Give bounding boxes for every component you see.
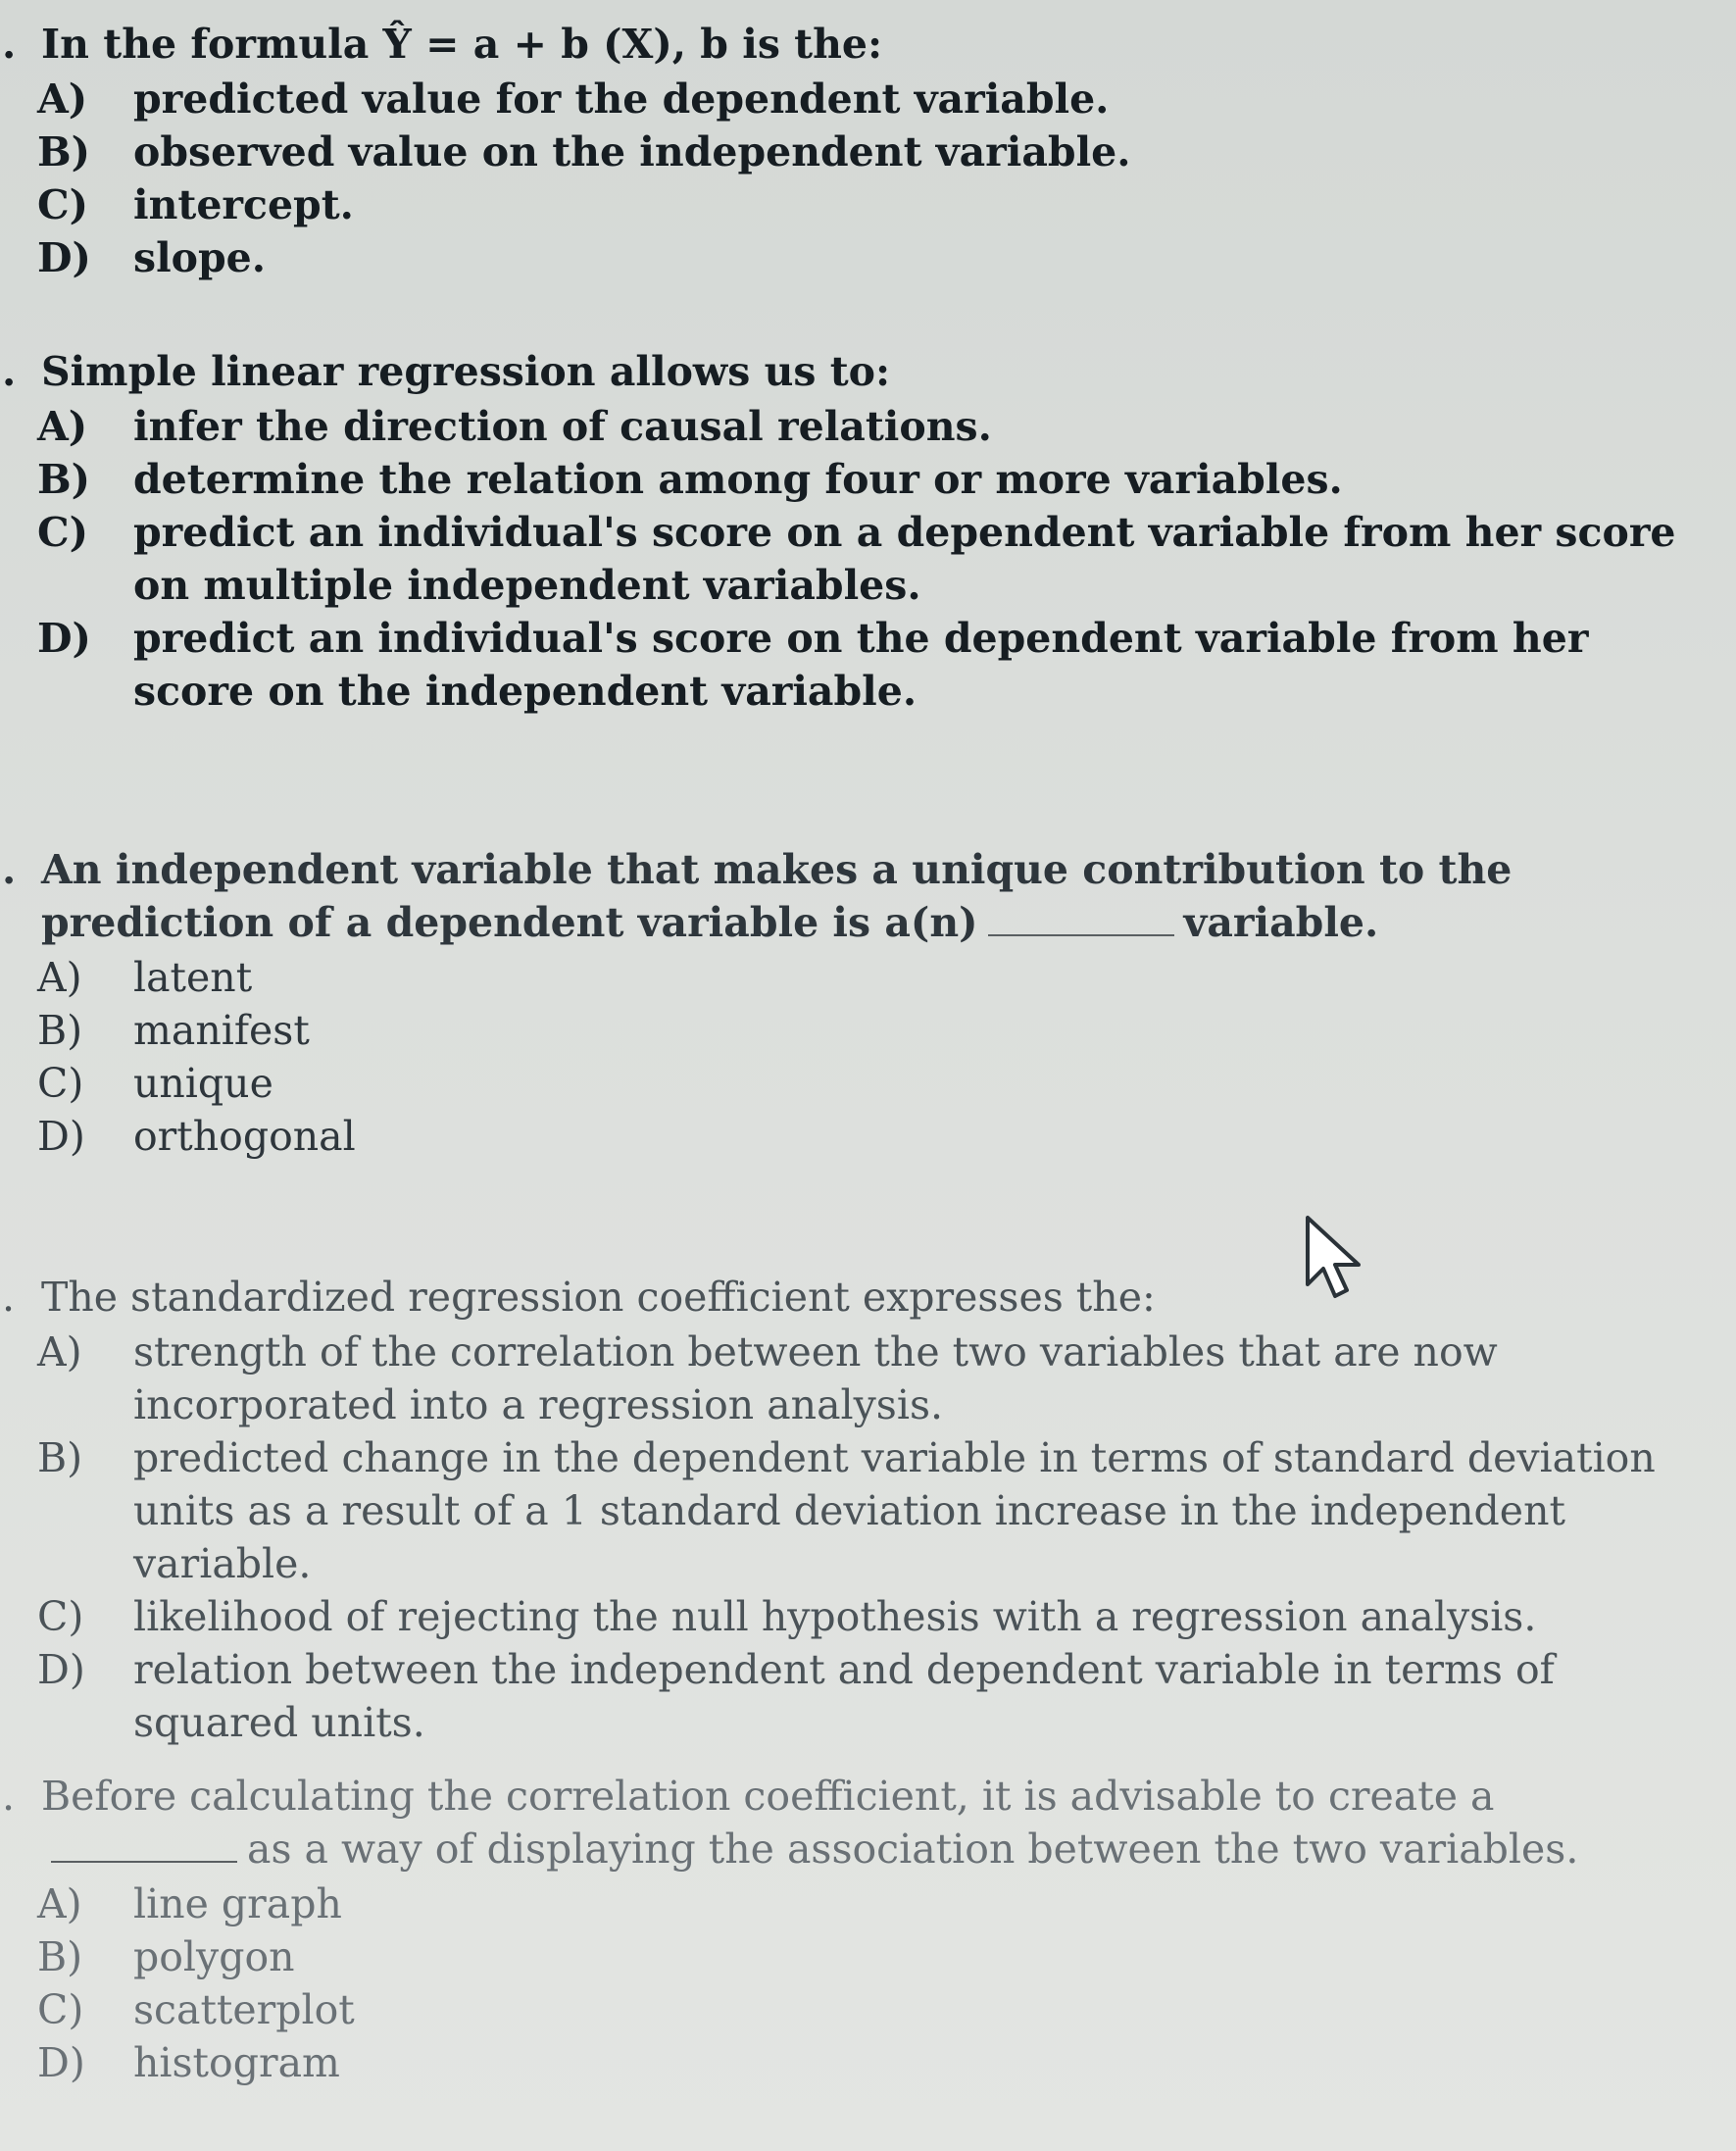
question-5-stem-before: Before calculating the correlation coefficient, it is advisable to create a [41, 1773, 1495, 1820]
question-1-stem [0, 18, 1736, 71]
option-text: unique [133, 1060, 273, 1107]
question-3-stem [0, 843, 1649, 949]
question-4-stem-text: The standardized regression coefficient expresses the: [41, 1274, 1156, 1321]
question-3-options [0, 951, 1736, 1163]
question-2-options [0, 400, 1736, 718]
question-2-option-d[interactable] [0, 612, 1721, 718]
option-letter: C) [37, 509, 89, 556]
question-3-option-b[interactable] [0, 1004, 1721, 1057]
question-1-option-b[interactable] [0, 125, 1721, 178]
question-1-stem-text: In the formula Ŷ = a + b (X), b is the: [41, 21, 883, 68]
option-text: observed value on the independent variable. [133, 128, 1131, 175]
option-text: orthogonal [133, 1113, 356, 1160]
question-number-mark: . [2, 846, 17, 893]
option-text: infer the direction of causal relations. [133, 403, 992, 450]
option-text: polygon [133, 1933, 295, 1980]
question-2-stem-text: Simple linear regression allows us to: [41, 348, 891, 395]
question-number-mark: . [2, 1274, 16, 1321]
question-3-option-c[interactable] [0, 1057, 1721, 1110]
option-text: predicted value for the dependent variable. [133, 75, 1110, 123]
option-letter: A) [37, 403, 88, 450]
question-2-option-b[interactable] [0, 453, 1721, 506]
question-3-stem-before: An independent variable that makes a unique contribution to the prediction of a dependent variable is a(n) [41, 846, 1513, 946]
question-5-stem-after: as a way of displaying the association between the two variables. [247, 1826, 1579, 1873]
option-letter: C) [37, 181, 89, 228]
option-text: histogram [133, 2039, 340, 2086]
question-3-option-a[interactable] [0, 951, 1721, 1004]
option-text: likelihood of rejecting the null hypothesis with a regression analysis. [133, 1593, 1537, 1640]
option-text: line graph [133, 1880, 342, 1927]
question-4-option-d[interactable] [0, 1643, 1721, 1749]
option-text: strength of the correlation between the two variables that are now incorporated into a regression analysis. [133, 1328, 1498, 1428]
question-5-option-d[interactable] [0, 2036, 1721, 2089]
question-number-mark: . [2, 21, 17, 68]
question-1 [0, 18, 1736, 284]
question-2 [0, 345, 1736, 718]
option-letter: C) [37, 1593, 84, 1640]
question-5-option-b[interactable] [0, 1930, 1721, 1983]
question-3-option-d[interactable] [0, 1110, 1721, 1163]
option-text: relation between the independent and dependent variable in terms of squared units. [133, 1646, 1555, 1746]
question-4-options [0, 1326, 1736, 1749]
question-5-stem [0, 1770, 1649, 1876]
question-5-option-a[interactable] [0, 1877, 1721, 1930]
option-letter: A) [37, 954, 82, 1001]
question-5 [0, 1770, 1736, 2089]
question-5-option-c[interactable] [0, 1983, 1721, 2036]
option-text: manifest [133, 1007, 310, 1054]
option-letter: A) [37, 1880, 82, 1927]
question-4-option-c[interactable] [0, 1590, 1721, 1643]
option-letter: D) [37, 1646, 85, 1693]
question-1-options [0, 73, 1736, 284]
option-letter: D) [37, 2039, 85, 2086]
option-text: slope. [133, 234, 267, 281]
option-text: intercept. [133, 181, 354, 228]
option-text: predict an individual's score on a dependent variable from her score on multiple independent variables. [133, 509, 1676, 609]
question-4-option-b[interactable] [0, 1431, 1721, 1590]
question-4-stem [0, 1271, 1736, 1324]
option-letter: B) [37, 1434, 83, 1481]
option-text: determine the relation among four or more variables. [133, 456, 1343, 503]
mouse-pointer-icon [1302, 1214, 1380, 1302]
question-3-stem-after: variable. [1183, 899, 1379, 946]
question-5-options [0, 1877, 1736, 2089]
option-letter: D) [37, 234, 91, 281]
option-letter: B) [37, 456, 91, 503]
option-letter: B) [37, 1933, 83, 1980]
option-text: latent [133, 954, 253, 1001]
option-text: predicted change in the dependent variable in terms of standard deviation units as a result of a 1 standard deviation increase in the independent variable. [133, 1434, 1656, 1587]
option-letter: A) [37, 1328, 82, 1376]
question-number-mark: . [2, 1773, 16, 1820]
question-3 [0, 843, 1736, 1163]
option-letter: D) [37, 1113, 85, 1160]
option-text: predict an individual's score on the dependent variable from her score on the independent variable. [133, 615, 1589, 715]
option-letter: D) [37, 615, 91, 662]
option-letter: C) [37, 1060, 84, 1107]
question-number-mark: . [2, 348, 17, 395]
option-letter: A) [37, 75, 88, 123]
option-text: scatterplot [133, 1986, 355, 2033]
question-2-option-a[interactable] [0, 400, 1721, 453]
question-1-option-a[interactable] [0, 73, 1721, 125]
question-4 [0, 1271, 1736, 1749]
option-letter: C) [37, 1986, 84, 2033]
question-2-option-c[interactable] [0, 506, 1721, 612]
question-2-stem [0, 345, 1736, 398]
answer-blank [51, 1831, 237, 1863]
question-1-option-d[interactable] [0, 231, 1721, 284]
question-4-option-a[interactable] [0, 1326, 1721, 1431]
option-letter: B) [37, 1007, 83, 1054]
option-letter: B) [37, 128, 91, 175]
question-1-option-c[interactable] [0, 178, 1721, 231]
answer-blank [988, 905, 1174, 936]
